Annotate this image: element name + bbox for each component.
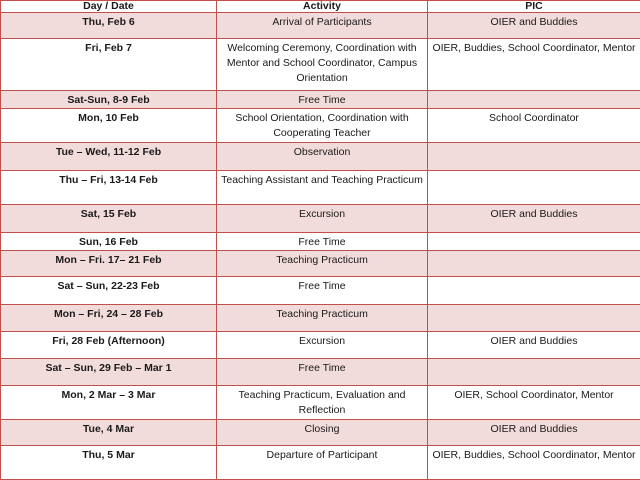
cell-date: Sun, 16 Feb [1,233,217,251]
table-row [1,332,640,359]
table-row [1,305,640,332]
cell-activity: Free Time [217,359,428,386]
cell-date: Mon, 10 Feb [1,109,217,143]
cell-date: Mon, 2 Mar – 3 Mar [1,386,217,420]
cell-pic: OIER and Buddies [428,13,640,39]
cell-pic [428,91,640,109]
cell-pic [428,171,640,205]
table-row [1,39,640,91]
cell-activity: Excursion [217,332,428,359]
cell-date: Sat – Sun, 22-23 Feb [1,277,217,305]
cell-activity: Teaching Assistant and Teaching Practicum [217,171,428,205]
header-activity: Activity [217,1,428,13]
table-row [1,251,640,277]
cell-pic: OIER, School Coordinator, Mentor [428,386,640,420]
cell-pic [428,305,640,332]
table-row [1,91,640,109]
cell-pic [428,277,640,305]
table-row [1,109,640,143]
cell-activity: School Orientation, Coordination with Cooperating Teacher [217,109,428,143]
cell-activity: Welcoming Ceremony, Coordination with Mentor and School Coordinator, Campus Orientation [217,39,428,91]
cell-date: Sat, 15 Feb [1,205,217,233]
cell-pic: School Coordinator [428,109,640,143]
cell-date: Thu – Fri, 13-14 Feb [1,171,217,205]
cell-pic [428,143,640,171]
table-row [1,277,640,305]
cell-pic: OIER and Buddies [428,332,640,359]
cell-activity: Closing [217,420,428,446]
cell-pic [428,233,640,251]
table-row [1,233,640,251]
cell-pic [428,251,640,277]
cell-activity: Arrival of Participants [217,13,428,39]
header-row [1,1,640,13]
table-row [1,386,640,420]
cell-date: Thu, Feb 6 [1,13,217,39]
cell-date: Mon – Fri. 17– 21 Feb [1,251,217,277]
cell-pic: OIER, Buddies, School Coordinator, Mentor [428,39,640,91]
table-row [1,359,640,386]
table-row [1,205,640,233]
cell-date: Fri, Feb 7 [1,39,217,91]
table-row [1,446,640,480]
cell-date: Sat – Sun, 29 Feb – Mar 1 [1,359,217,386]
table-row [1,171,640,205]
cell-activity: Observation [217,143,428,171]
table-row [1,143,640,171]
cell-date: Fri, 28 Feb (Afternoon) [1,332,217,359]
cell-date: Thu, 5 Mar [1,446,217,480]
cell-activity: Teaching Practicum [217,251,428,277]
cell-activity: Free Time [217,233,428,251]
cell-pic: OIER and Buddies [428,205,640,233]
cell-activity: Teaching Practicum, Evaluation and Reflection [217,386,428,420]
table-row [1,13,640,39]
cell-pic: OIER and Buddies [428,420,640,446]
table-row [1,420,640,446]
cell-activity: Departure of Participant [217,446,428,480]
cell-pic [428,359,640,386]
cell-pic: OIER, Buddies, School Coordinator, Mentor [428,446,640,480]
cell-activity: Free Time [217,91,428,109]
header-date: Day / Date [1,1,217,13]
cell-date: Tue – Wed, 11-12 Feb [1,143,217,171]
cell-activity: Excursion [217,205,428,233]
cell-activity: Teaching Practicum [217,305,428,332]
header-pic: PIC [428,1,640,13]
cell-date: Tue, 4 Mar [1,420,217,446]
cell-date: Sat-Sun, 8-9 Feb [1,91,217,109]
cell-date: Mon – Fri, 24 – 28 Feb [1,305,217,332]
cell-activity: Free Time [217,277,428,305]
